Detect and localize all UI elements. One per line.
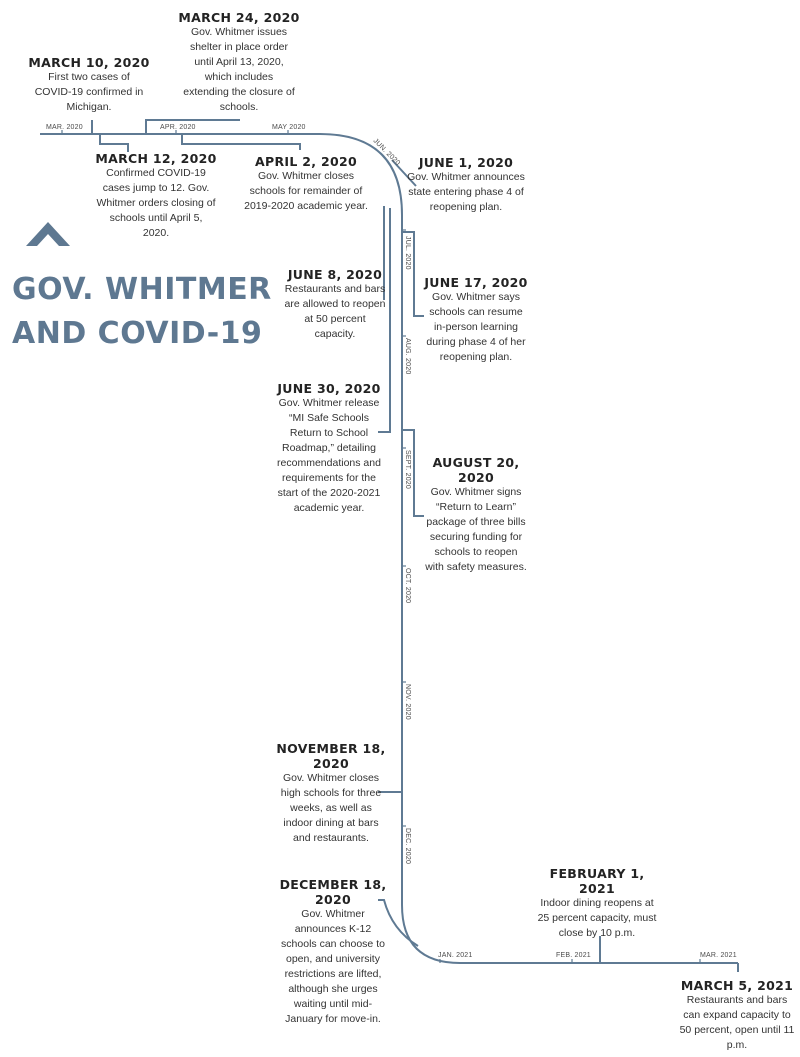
- event-date: FEBRUARY 1, 2021: [549, 866, 645, 896]
- axis-label-jul-2020: JUL. 2020: [404, 236, 411, 270]
- event-april-2-2020: [221, 154, 391, 214]
- event-date: MARCH 12, 2020: [95, 151, 217, 166]
- axis-label-feb-2021: FEB. 2021: [556, 952, 591, 959]
- event-june-1-2020: [381, 155, 551, 215]
- event-date: JUNE 17, 2020: [424, 275, 528, 290]
- event-date: MARCH 5, 2021: [680, 978, 794, 993]
- event-description: Restaurants and bars can expand capacity to 50 percent, open until 11 p.m.: [679, 994, 795, 1051]
- event-date: APRIL 2, 2020: [255, 154, 357, 169]
- event-june-30-2020: [244, 381, 414, 516]
- axis-label-aug-2020: AUG. 2020: [404, 338, 411, 375]
- event-march-10-2020: [4, 55, 174, 115]
- event-february-1-2021: [512, 866, 682, 941]
- connector-april-2: [182, 134, 300, 150]
- axis-label-apr-2020: APR. 2020: [160, 124, 196, 131]
- event-description: Gov. Whitmer signs “Return to Learn” package of three bills securing funding for schools to reopen with safety measures.: [425, 486, 527, 573]
- event-date: NOVEMBER 18, 2020: [276, 741, 386, 771]
- axis-label-mar-2021: MAR. 2021: [700, 952, 737, 959]
- event-description: Gov. Whitmer announces K-12 schools can choose to open, and university restrictions are lifted, although she urges waiting until mid-January for move-in.: [281, 908, 385, 1025]
- event-description: Gov. Whitmer closes high schools for three weeks, as well as indoor dining at bars and restaurants.: [280, 772, 382, 844]
- axis-label-may-2020: MAY 2020: [272, 124, 306, 131]
- axis-label-sep-2020: SEPT. 2020: [404, 450, 411, 489]
- event-description: Gov. Whitmer announces state entering phase 4 of reopening plan.: [407, 171, 525, 213]
- event-description: Gov. Whitmer closes schools for remainder of 2019-2020 academic year.: [244, 170, 368, 212]
- event-november-18-2020: [246, 741, 416, 846]
- event-description: Gov. Whitmer says schools can resume in-person learning during phase 4 of her reopening plan.: [426, 291, 526, 363]
- event-march-24-2020: [154, 10, 324, 115]
- event-description: First two cases of COVID-19 confirmed in Michigan.: [34, 71, 144, 113]
- event-description: Gov. Whitmer release “MI Safe Schools Return to School Roadmap,” detailing recommendations and requirements for the start of the 2020-2021 academic year.: [277, 397, 381, 514]
- event-date: JUNE 1, 2020: [418, 155, 514, 170]
- axis-label-oct-2020: OCT. 2020: [404, 568, 411, 604]
- event-date: JUNE 30, 2020: [277, 381, 381, 396]
- page-title: [12, 268, 272, 356]
- axis-label-dec-2020: DEC. 2020: [404, 828, 411, 865]
- title-line-2: AND COVID-19: [12, 316, 263, 351]
- event-august-20-2020: [391, 455, 561, 575]
- axis-label-jan-2021: JAN. 2021: [438, 952, 473, 959]
- axis-label-mar-2020: MAR. 2020: [46, 124, 83, 131]
- event-date: AUGUST 20, 2020: [432, 455, 520, 485]
- title-line-1: GOV. WHITMER: [12, 272, 272, 307]
- event-description: Confirmed COVID-19 cases jump to 12. Gov. Whitmer orders closing of schools until April 5, 2020.: [96, 167, 216, 239]
- axis-label-nov-2020: NOV. 2020: [404, 684, 411, 720]
- event-description: Gov. Whitmer issues shelter in place order until April 13, 2020, which includes extending the closure of schools.: [183, 26, 295, 113]
- event-march-5-2021: [652, 978, 800, 1053]
- event-date: MARCH 10, 2020: [28, 55, 150, 70]
- event-date: MARCH 24, 2020: [178, 10, 300, 25]
- event-description: Restaurants and bars are allowed to reopen at 50 percent capacity.: [284, 283, 386, 340]
- event-description: Indoor dining reopens at 25 percent capacity, must close by 10 p.m.: [537, 897, 657, 939]
- event-march-12-2020: [71, 151, 241, 241]
- axis-label-jun-2020: JUN. 2020: [371, 137, 402, 168]
- event-december-18-2020: [248, 877, 418, 1027]
- event-date: DECEMBER 18, 2020: [279, 877, 387, 907]
- connector-march-12: [100, 134, 128, 152]
- event-date: JUNE 8, 2020: [287, 267, 383, 282]
- event-june-17-2020: [391, 275, 561, 365]
